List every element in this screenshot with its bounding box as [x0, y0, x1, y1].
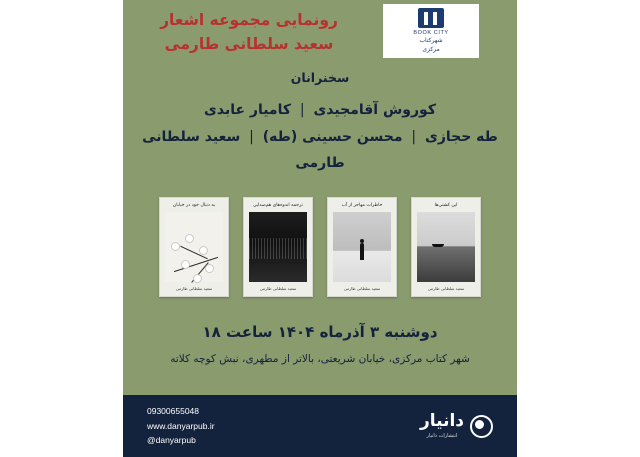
title-line-2: سعید سلطانی طارمی	[164, 35, 334, 54]
book-art-branch	[165, 212, 223, 282]
book-city-logo-icon	[418, 8, 444, 28]
contact-social[interactable]: @danyarpub	[147, 435, 196, 446]
book-author: سعید سلطانی طارمی	[343, 285, 381, 291]
book-title: ترجمه اندوه‌های هم‌صدایی	[253, 202, 303, 208]
book-city-logo	[383, 4, 479, 58]
book-cover	[327, 197, 397, 297]
book-cover	[411, 197, 481, 297]
book-covers	[123, 197, 517, 297]
contact-phone: 09300655048	[147, 405, 200, 416]
speaker-name: طه حجازی	[424, 128, 498, 145]
book-city-logo-en: BOOK CITY	[413, 30, 449, 37]
event-date: دوشنبه ۳ آذرماه ۱۴۰۴ ساعت ۱۸	[202, 322, 438, 341]
book-author: سعید سلطانی طارمی	[427, 285, 465, 291]
poster	[123, 0, 517, 457]
book-author: سعید سلطانی طارمی	[259, 285, 297, 291]
book-title: به دنبال خود در خیابان	[172, 202, 216, 208]
publisher-name: دانیار	[419, 411, 464, 431]
danyar-mark-icon	[470, 415, 493, 438]
speakers-label: سخنرانان	[290, 70, 350, 85]
speakers-row-2	[123, 124, 517, 177]
speaker-separator: |	[299, 102, 305, 118]
book-cover	[243, 197, 313, 297]
speaker-separator: |	[249, 128, 254, 145]
book-author: سعید سلطانی طارمی	[175, 285, 213, 291]
speakers-row-1	[123, 97, 517, 124]
poster-footer	[123, 395, 517, 457]
speaker-separator: |	[411, 128, 417, 145]
book-title: این کشتی‌ها	[434, 202, 458, 208]
speaker-name: سعید سلطانی طارمی	[142, 128, 345, 172]
speaker-name: محسن حسینی (طه)	[262, 128, 403, 145]
book-title: خاطرات مهاجر از آب	[341, 202, 383, 208]
book-cover	[159, 197, 229, 297]
poster-title	[131, 8, 367, 56]
book-city-logo-fa-1: شهرکتاب	[419, 37, 443, 45]
poster-header	[123, 0, 517, 62]
publisher-logo	[420, 413, 493, 439]
contact-info	[147, 404, 215, 449]
speaker-name: کامیار عابدی	[204, 102, 291, 118]
book-art-figure	[333, 212, 391, 282]
speakers-section	[123, 70, 517, 177]
title-line-1: رونمایی مجموعه اشعار	[160, 11, 338, 29]
speaker-name: کوروش آقامجیدی	[313, 102, 436, 118]
publisher-subtitle: انتشارات دانیار	[426, 433, 458, 439]
event-address: شهر کتاب مرکزی، خیابان شریعتی، بالاتر از مطهری، نبش کوچه کلاته	[170, 352, 470, 365]
book-art-dark	[249, 212, 307, 282]
contact-website[interactable]: www.danyarpub.ir	[147, 420, 215, 431]
book-city-logo-fa-2: مرکزی	[422, 46, 440, 53]
book-art-sea	[417, 212, 475, 282]
